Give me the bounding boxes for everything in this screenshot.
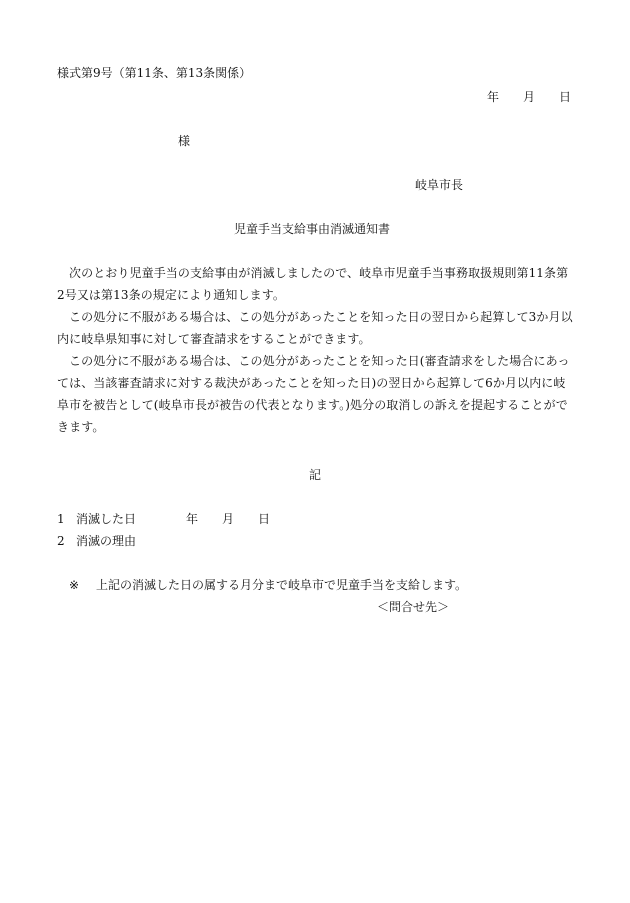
item-number: 1 — [57, 512, 65, 526]
note-text: 上記の消滅した日の属する月分まで岐阜市で児童手当を支給します。 — [96, 578, 468, 592]
body-paragraph: 次のとおり児童手当の支給事由が消滅しましたので、岐阜市児童手当事務取扱規則第11条第2号又は第13条の規定により通知します。 — [57, 266, 569, 302]
note-mark: ※ — [69, 578, 80, 592]
item-value: 年 月 日 — [186, 512, 271, 526]
document-title: 児童手当支給事由消滅通知書 — [234, 222, 391, 236]
body-paragraph: この処分に不服がある場合は、この処分があったことを知った日(審査請求をした場合にあっては、当該審査請求に対する裁決があったことを知った日)の翌日から起算して6か月以内に岐阜市を被告として(岐阜市長が被告の代表となります。)処分の取消しの訴えを提起することができます。 — [57, 354, 570, 434]
issuer-name: 岐阜市長 — [415, 178, 464, 192]
addressee: 様 — [178, 134, 191, 148]
body-paragraph: この処分に不服がある場合は、この処分があったことを知った日の翌日から起算して3か月以内に岐阜県知事に対して審査請求をすることができます。 — [57, 310, 573, 346]
body-text — [57, 262, 575, 438]
item-label: 消滅した日 — [76, 512, 137, 526]
form-number: 様式第9号（第11条、第13条関係） — [57, 66, 252, 80]
item-label: 消滅の理由 — [76, 534, 137, 548]
item-number: 2 — [57, 534, 65, 548]
contact-label: ＜問合せ先＞ — [377, 600, 450, 614]
ki-heading: 記 — [309, 468, 322, 482]
date-line: 年 月 日 — [487, 90, 572, 104]
